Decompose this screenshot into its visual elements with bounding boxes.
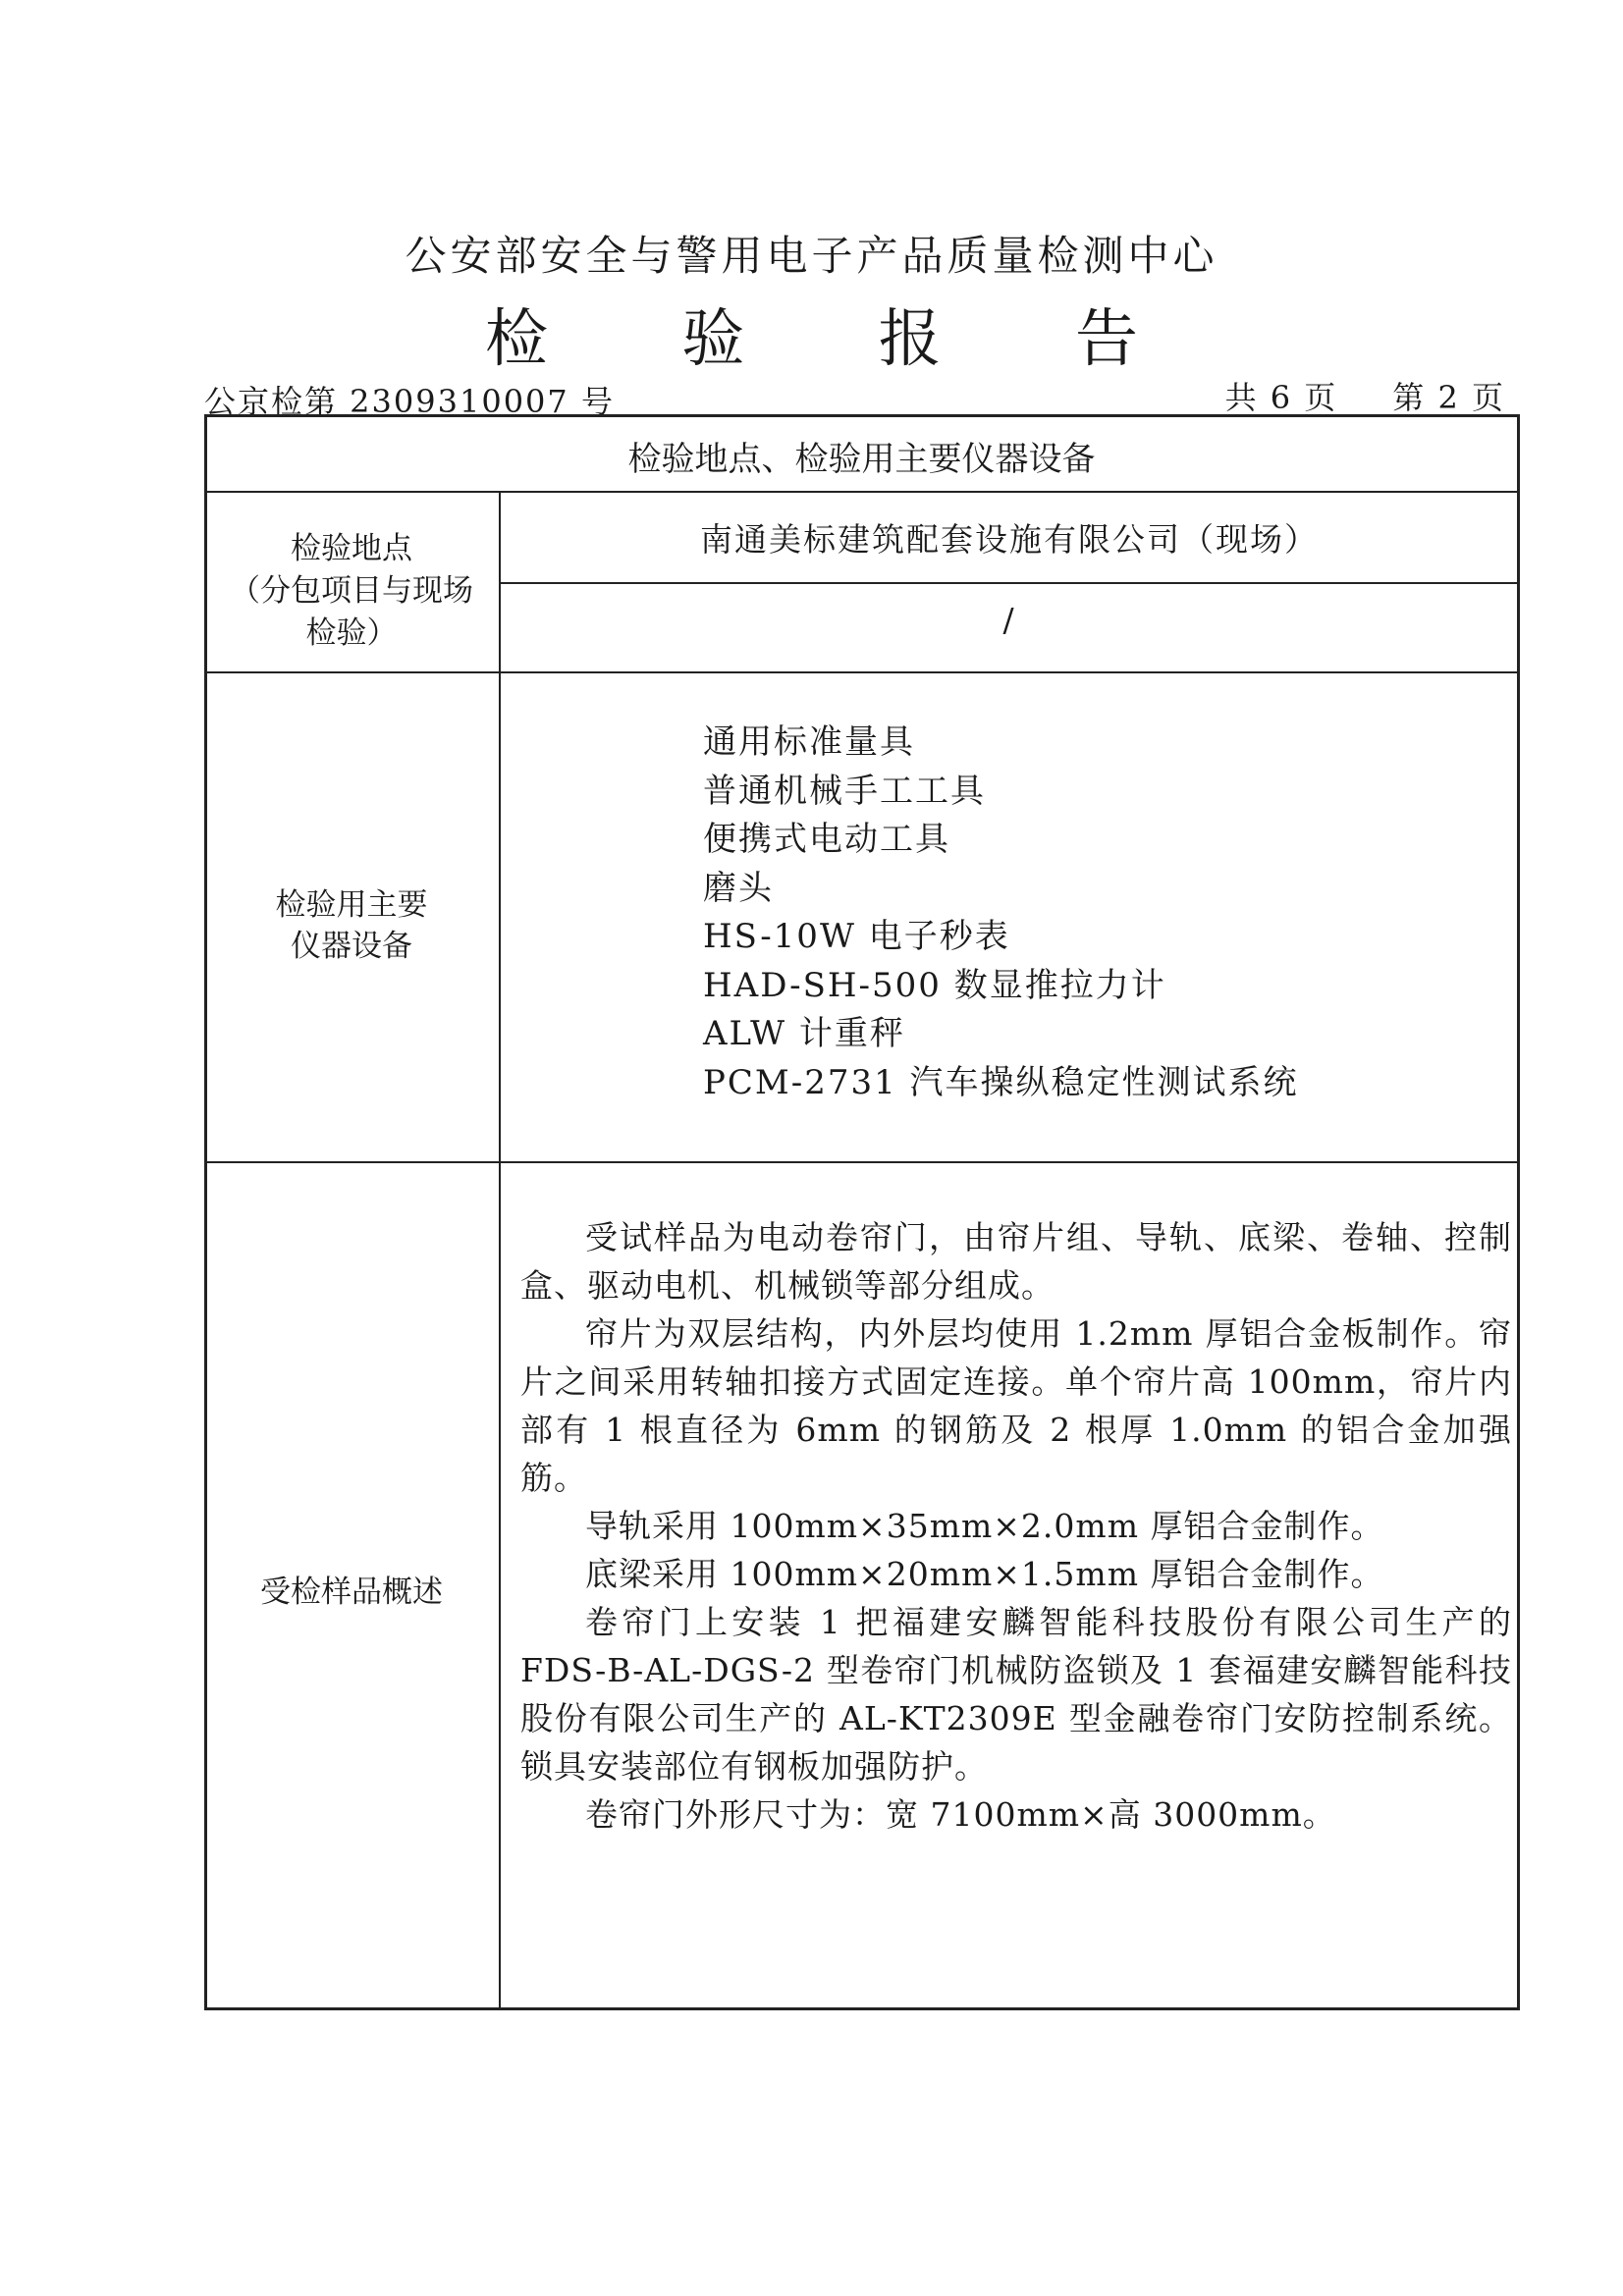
location-label-line1: 检验地点 bbox=[291, 531, 412, 566]
description-paragraph: 帘片为双层结构，内外层均使用 1.2mm 厚铝合金板制作。帘片之间采用转轴扣接方式固定连接。单个帘片高 100mm，帘片内部有 1 根直径为 6mm 的钢筋及 2 根厚 1.0mm 的铝合金加强筋。 bbox=[520, 1314, 1512, 1497]
sample-description bbox=[520, 1213, 1512, 1839]
page-info bbox=[1212, 373, 1505, 418]
total-pages: 共 6 页 bbox=[1224, 379, 1338, 416]
row-divider-location bbox=[204, 671, 1520, 673]
description-paragraph: 受试样品为电动卷帘门，由帘片组、导轨、底梁、卷轴、控制盒、驱动电机、机械锁等部分组成。 bbox=[520, 1218, 1512, 1305]
equipment-item: 便携式电动工具 bbox=[703, 820, 950, 859]
equipment-item: PCM-2731 汽车操纵稳定性测试系统 bbox=[703, 1062, 1299, 1102]
equipment-item: 通用标准量具 bbox=[703, 722, 915, 762]
location-label-line2: （分包项目与现场 bbox=[230, 573, 473, 609]
description-paragraph: 卷帘门外形尺寸为：宽 7100mm×高 3000mm。 bbox=[585, 1795, 1336, 1834]
equipment-item: 磨头 bbox=[703, 868, 774, 908]
equipment-item: ALW 计重秤 bbox=[703, 1014, 905, 1053]
report-title: 检 验 报 告 bbox=[484, 303, 1196, 376]
location-value: 南通美标建筑配套设施有限公司（现场） bbox=[700, 520, 1319, 559]
subcontract-value: / bbox=[1002, 601, 1016, 639]
column-divider bbox=[499, 491, 501, 2010]
location-label-line3: 检验） bbox=[305, 615, 398, 651]
table-section-title: 检验地点、检验用主要仪器设备 bbox=[627, 440, 1096, 479]
description-paragraph: 卷帘门上安装 1 把福建安麟智能科技股份有限公司生产的 FDS-B-AL-DGS-2 型卷帘门机械防盗锁及 1 套福建安麟智能科技股份有限公司生产的 AL-KT2309E 型金融卷帘门安防控制系统。锁具安装部位有钢板加强防护。 bbox=[520, 1603, 1512, 1786]
equipment-label-line1: 检验用主要 bbox=[275, 887, 428, 923]
organization-title: 公安部安全与警用电子产品质量检测中心 bbox=[405, 232, 1218, 280]
description-paragraph: 底梁采用 100mm×20mm×1.5mm 厚铝合金制作。 bbox=[585, 1555, 1384, 1593]
equipment-item: 普通机械手工工具 bbox=[703, 771, 986, 811]
equipment-list bbox=[703, 719, 1299, 1107]
report-number: 公京检第 2309310007 号 bbox=[204, 383, 615, 420]
equipment-item: HS-10W 电子秒表 bbox=[703, 917, 1010, 956]
row-divider-equipment bbox=[204, 1161, 1520, 1163]
equipment-item: HAD-SH-500 数显推拉力计 bbox=[703, 965, 1166, 1005]
row-divider-header bbox=[204, 491, 1520, 493]
sample-label: 受检样品概述 bbox=[260, 1575, 443, 1610]
description-paragraph: 导轨采用 100mm×35mm×2.0mm 厚铝合金制作。 bbox=[585, 1507, 1384, 1545]
current-page: 第 2 页 bbox=[1392, 379, 1505, 416]
equipment-label-line2: 仪器设备 bbox=[291, 929, 412, 964]
row-divider-location-split bbox=[499, 582, 1520, 584]
